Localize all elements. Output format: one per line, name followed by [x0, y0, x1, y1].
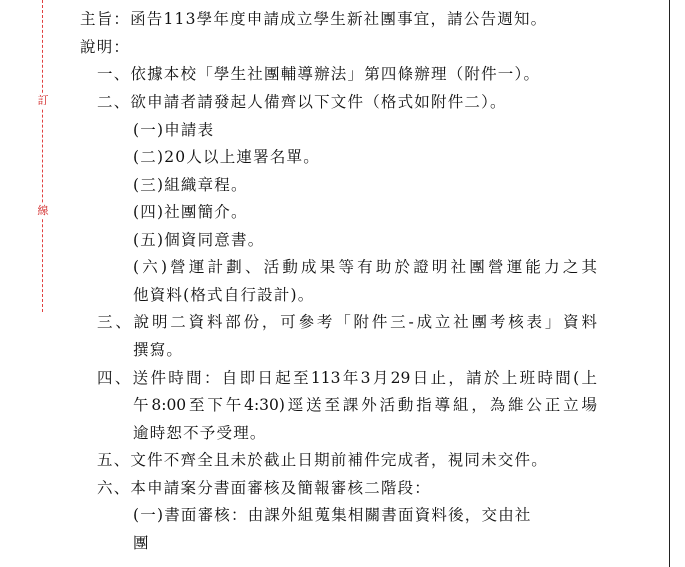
explain-label: 說明：: [80, 38, 131, 56]
item-4-line-2: 午8:00至下午4:30)逕送至課外活動指導組，為維公正立場: [133, 396, 597, 414]
subitem-2-4: (四)社團簡介。: [133, 203, 248, 221]
item-6: 六、本申請案分書面審核及簡報審核二階段：: [97, 479, 432, 497]
subitem-2-6-line-2: 他資料(格式自行設計)。: [133, 286, 315, 304]
binding-mark-bottom: 線: [35, 203, 51, 219]
binding-mark-top: 訂: [35, 93, 51, 109]
subitem-6-1-line-2: 團: [133, 534, 150, 552]
subitem-2-1: (一)申請表: [133, 121, 215, 139]
subitem-6-1-line-1: (一)書面審核：由課外組蒐集相關書面資料後，交由社: [133, 506, 532, 524]
subitem-2-5: (五)個資同意書。: [133, 231, 265, 249]
item-3-line-2: 撰寫。: [133, 341, 184, 359]
item-4-line-3: 逾時恕不予受理。: [133, 424, 267, 442]
item-2: 二、欲申請者請發起人備齊以下文件（格式如附件二）。: [97, 93, 507, 111]
page-edge-line: [669, 0, 670, 567]
item-3-line-1: 三、說明二資料部份，可參考「附件三-成立社團考核表」資料: [97, 313, 597, 331]
subitem-2-3: (三)組織章程。: [133, 176, 248, 194]
binding-line: [42, 0, 43, 312]
item-1: 一、依據本校「學生社團輔導辦法」第四條辦理（附件一）。: [97, 65, 541, 83]
subitem-2-6-line-1: (六)營運計劃、活動成果等有助於證明社團營運能力之其: [133, 258, 597, 276]
subject-line: 主旨：函告113學年度申請成立學生新社團事宜，請公告週知。: [80, 10, 548, 28]
item-4-line-1: 四、送件時間：自即日起至113年3月29日止，請於上班時間(上: [97, 369, 597, 387]
item-5: 五、文件不齊全且未於截止日期前補件完成者，視同未交件。: [97, 451, 548, 469]
subitem-2-2: (二)20人以上連署名單。: [133, 148, 320, 166]
